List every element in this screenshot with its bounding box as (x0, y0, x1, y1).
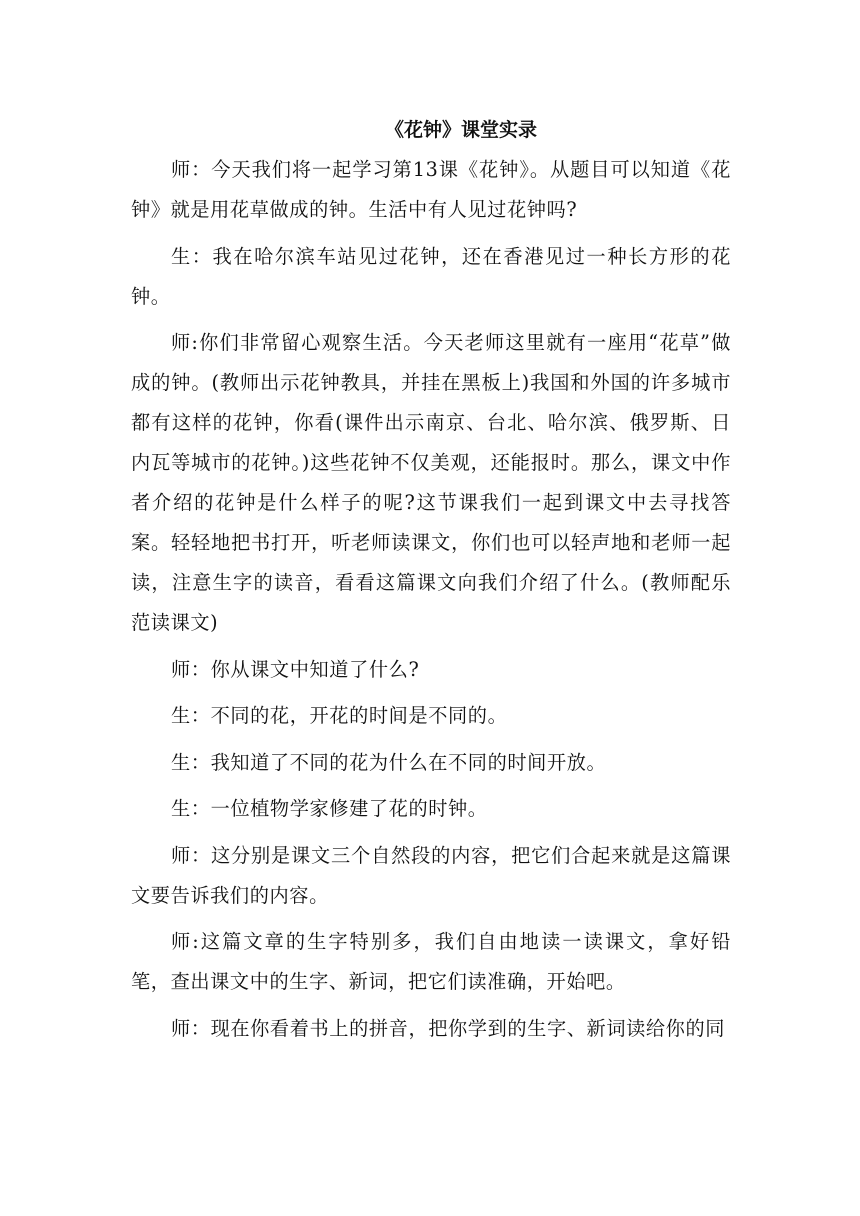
document-title: 《花钟》课堂实录 (384, 119, 537, 141)
paragraph: 师：今天我们将一起学习第13课《花钟》。从题目可以知道《花钟》就是用花草做成的钟。生活中有人见过花钟吗? (131, 158, 731, 221)
paragraph: 生：一位植物学家修建了花的时钟。 (171, 797, 488, 820)
paragraph: 生：我知道了不同的花为什么在不同的时间开放。 (171, 750, 607, 774)
paragraph: 师:这篇文章的生字特别多，我们自由地读一读课文，拿好铅笔，查出课文中的生字、新词，把它们读准确，开始吧。 (131, 930, 731, 993)
document-page (131, 110, 731, 1055)
paragraph: 师:你们非常留心观察生活。今天老师这里就有一座用“花草”做成的钟。(教师出示花钟教具，并挂在黑板上)我国和外国的许多城市都有这样的花钟，你看(课件出示南京、台北、哈尔滨、俄罗斯、日内瓦等城市的花钟。)这些花钟不仅美观，还能报时。那么，课文中作者介绍的花钟是什么样子的呢?这节课我们一起到课文中去寻找答案。轻轻地把书打开，听老师读课文，你们也可以轻声地和老师一起读，注意生字的读音，看看这篇课文向我们介绍了什么。(教师配乐范读课文) (131, 331, 731, 634)
paragraph: 师：你从课文中知道了什么? (171, 657, 420, 681)
paragraph: 生：不同的花，开花的时间是不同的。 (171, 704, 508, 727)
paragraph: 师：现在你看着书上的拼音，把你学到的生字、新词读给你的同 (171, 1016, 726, 1040)
paragraph: 师：这分别是课文三个自然段的内容，把它们合起来就是这篇课文要告诉我们的内容。 (131, 843, 731, 907)
paragraph: 生：我在哈尔滨车站见过花钟，还在香港见过一种长方形的花钟。 (131, 244, 731, 308)
